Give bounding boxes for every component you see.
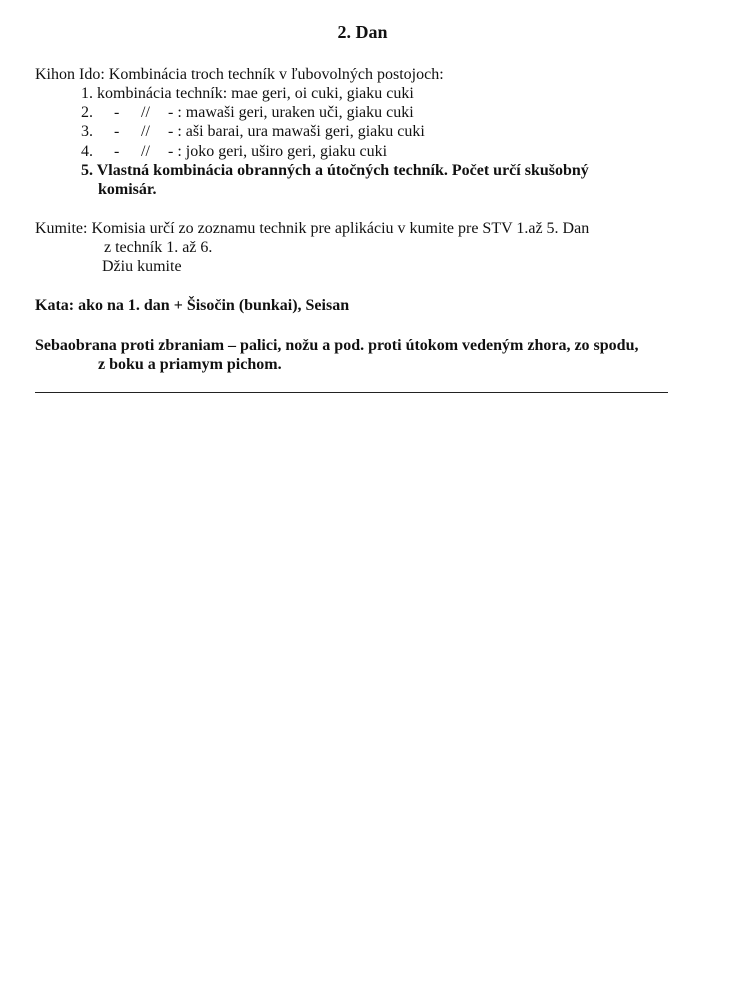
kihon-item-4-number: 4. — [81, 143, 93, 160]
sebaobrana-line-2: z boku a priamym pichom. — [98, 356, 282, 373]
kumite-dziu-line: Džiu kumite — [102, 258, 182, 275]
kihon-item-2-dash: - — [114, 104, 120, 121]
kihon-item-5: 5. Vlastná kombinácia obranných a útočných techník. Počet určí skušobný — [81, 162, 589, 179]
kihon-item-3-dash: - — [114, 123, 120, 140]
kihon-item-4-text: - : joko geri, uširo geri, giaku cuki — [168, 143, 388, 160]
page-title: 2. Dan — [337, 22, 388, 42]
kihon-item-3 — [0, 122, 750, 141]
kihon-intro: Kihon Ido: Kombinácia troch techník v ľubovolných postojoch: — [35, 66, 444, 83]
sebaobrana-line-1: Sebaobrana proti zbraniam – palici, nožu a pod. proti útokom vedeným zhora, zo spodu, — [35, 337, 639, 354]
kihon-item-3-number: 3. — [81, 123, 93, 140]
kihon-item-1: 1. kombinácia techník: mae geri, oi cuki, giaku cuki — [81, 85, 414, 102]
kihon-item-2-number: 2. — [81, 104, 93, 121]
kata-line: Kata: ako na 1. dan + Šisočin (bunkai), Seisan — [35, 297, 350, 314]
kihon-item-4-ditto: // — [141, 143, 150, 160]
kihon-item-2 — [0, 103, 750, 122]
section-divider — [35, 392, 668, 393]
kihon-item-2-text: - : mawaši geri, uraken uči, giaku cuki — [168, 104, 414, 121]
kumite-heading-line: Kumite: Komisia určí zo zoznamu technik pre aplikáciu v kumite pre STV 1.až 5. Dan — [35, 220, 590, 237]
kumite-techniques-line: z techník 1. až 6. — [104, 239, 213, 256]
kihon-item-3-ditto: // — [141, 123, 150, 140]
kihon-item-3-text: - : aši barai, ura mawaši geri, giaku cuki — [168, 123, 425, 140]
kihon-item-5-continuation: komisár. — [98, 181, 157, 198]
kihon-item-4 — [0, 142, 750, 161]
kihon-item-2-ditto: // — [141, 104, 150, 121]
kihon-item-4-dash: - — [114, 143, 120, 160]
